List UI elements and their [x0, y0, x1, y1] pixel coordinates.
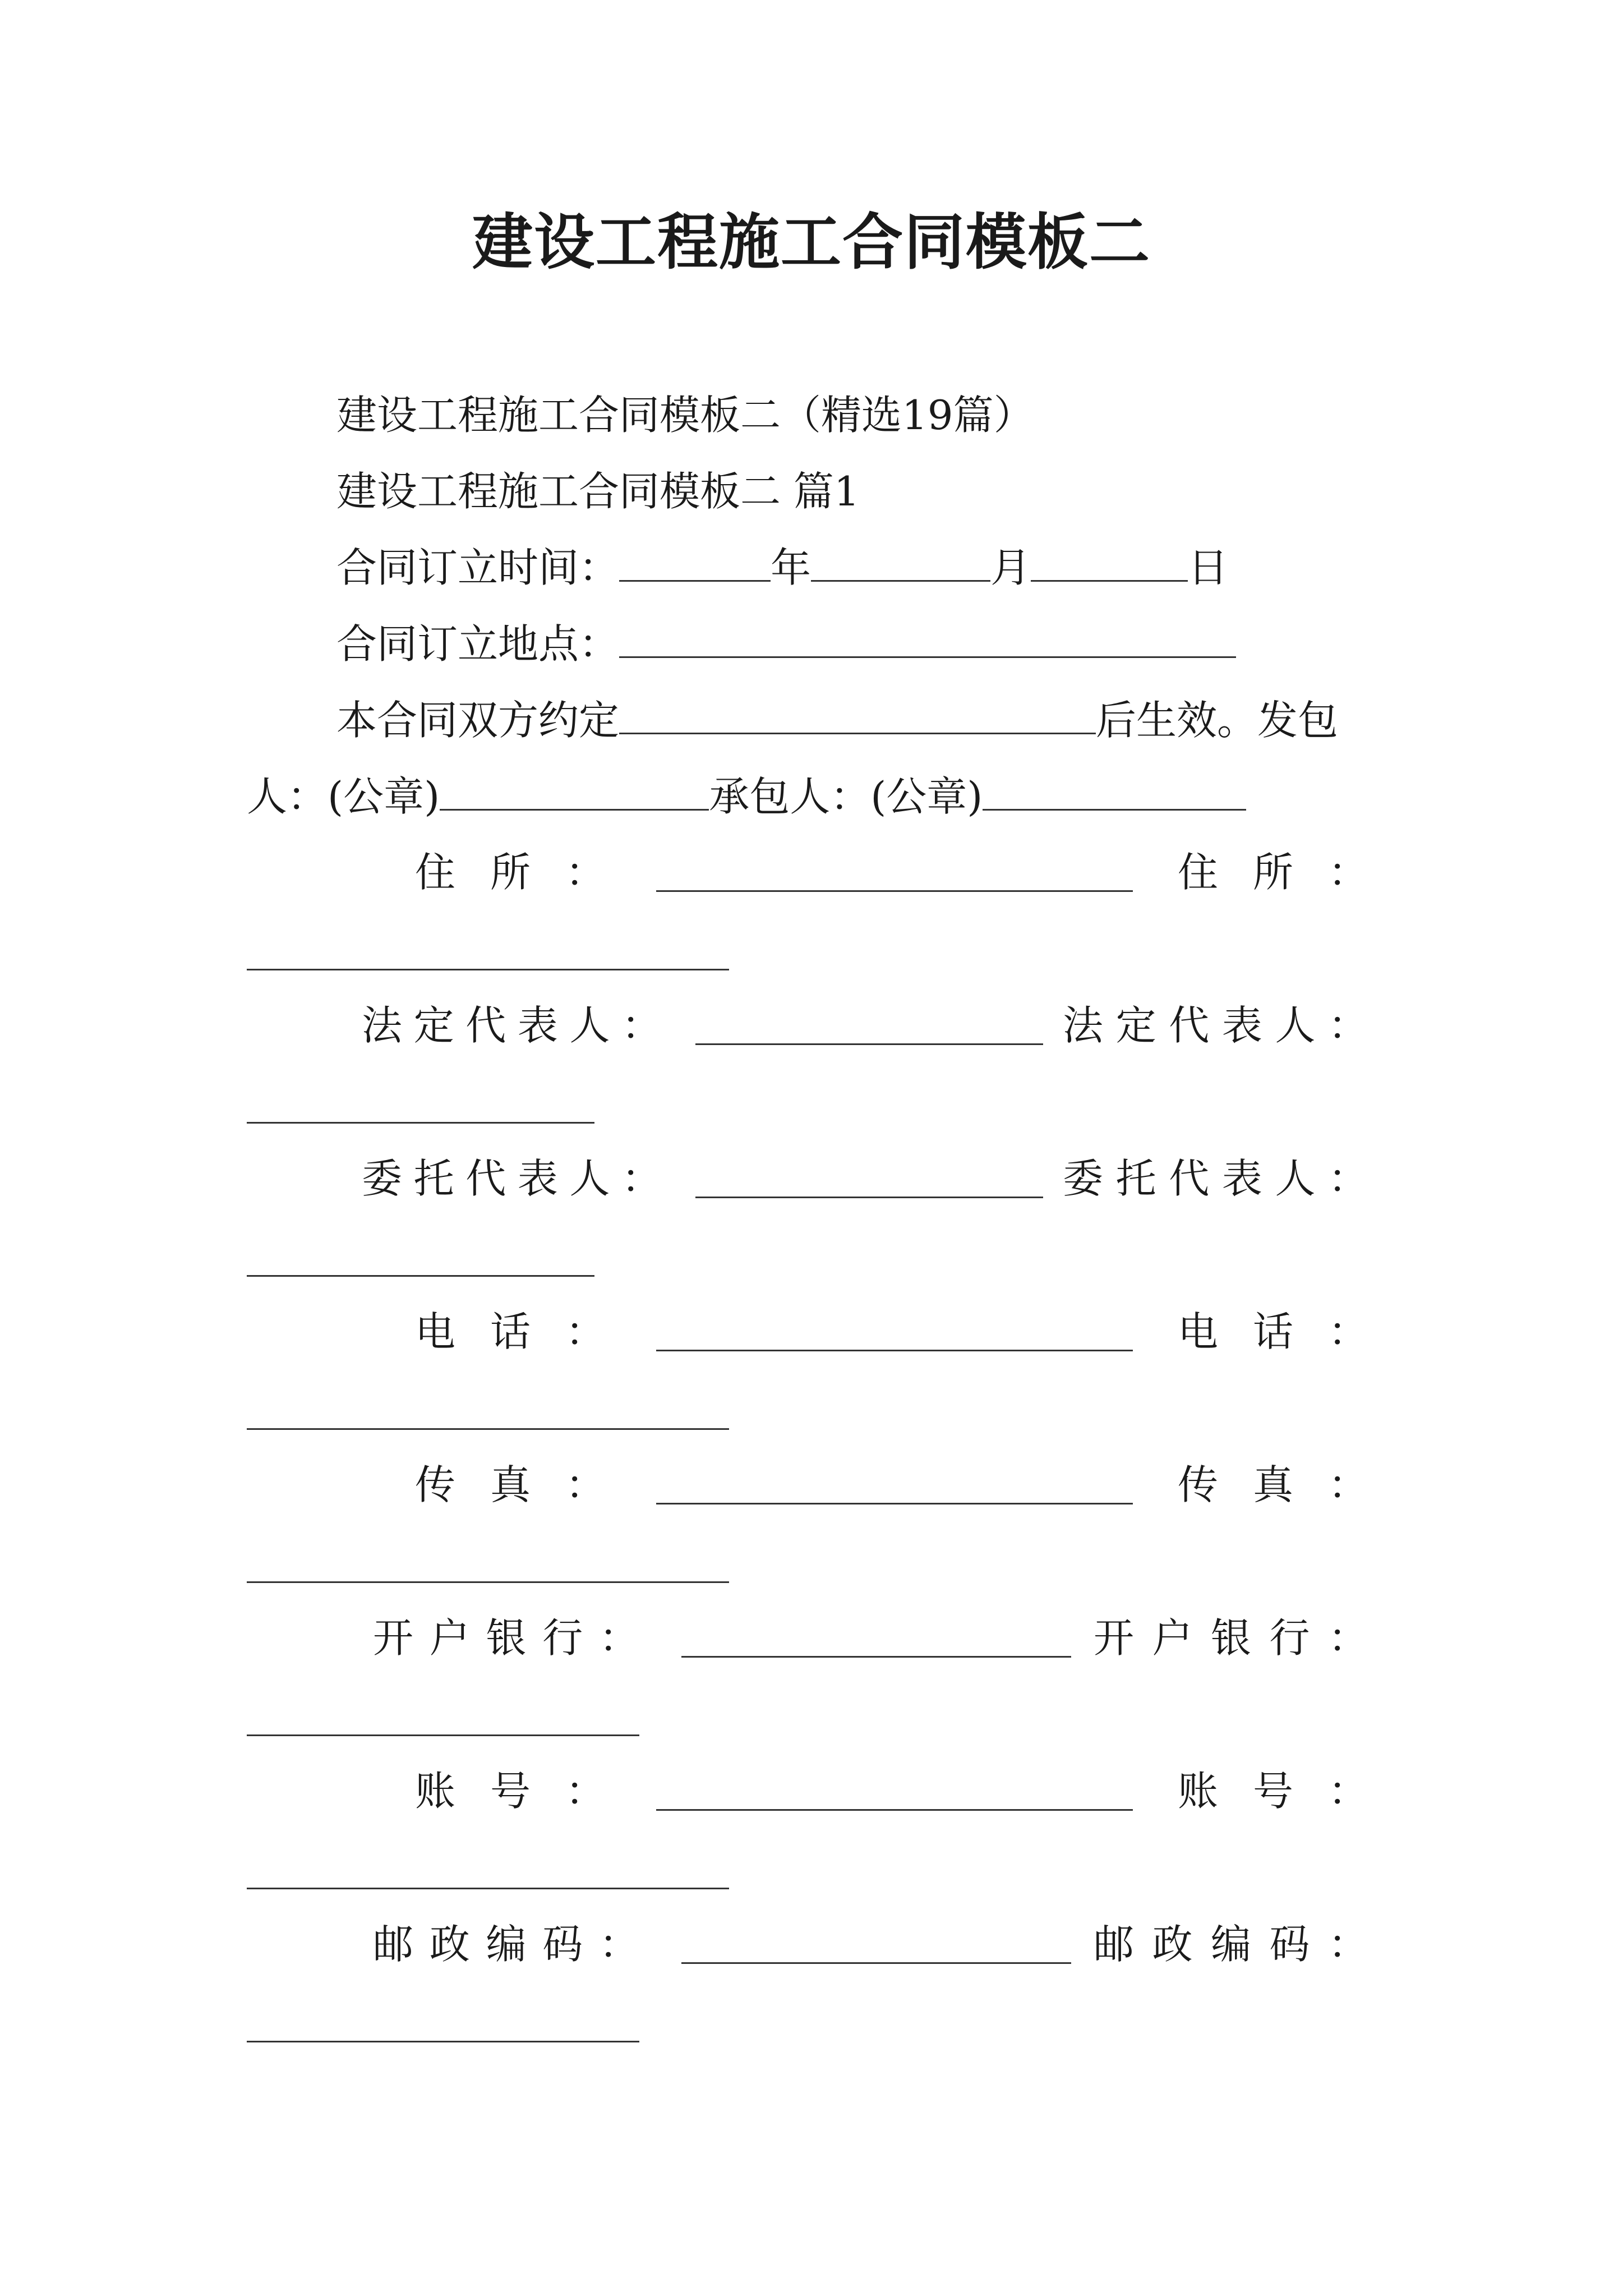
date-line	[336, 540, 1228, 596]
document-title: 建设工程施工合同模板二	[472, 207, 1151, 278]
year-blank[interactable]	[619, 541, 771, 582]
field-label-contractor: 账 号 ：	[1178, 1768, 1368, 1815]
field-blank-contractor[interactable]	[247, 1581, 729, 1583]
section-heading: 建设工程施工合同模板二 篇1	[336, 468, 860, 515]
place-line	[336, 616, 1236, 672]
field-blank-employer[interactable]	[656, 890, 1133, 892]
place-blank[interactable]	[619, 617, 1236, 658]
agreement-line	[336, 692, 1338, 748]
field-label-employer: 传 真 ：	[415, 1461, 606, 1508]
field-blank-contractor[interactable]	[247, 1122, 594, 1124]
field-blank-employer[interactable]	[656, 1503, 1133, 1504]
field-blank-employer[interactable]	[681, 1962, 1071, 1964]
field-label-employer: 电 话 ：	[415, 1308, 606, 1355]
field-label-employer: 法 定 代 表 人 ：	[362, 1002, 662, 1049]
day-blank[interactable]	[1031, 541, 1188, 582]
field-blank-contractor[interactable]	[247, 969, 729, 970]
month-label: 月	[990, 544, 1031, 591]
year-label: 年	[771, 544, 811, 591]
employer-blank[interactable]	[440, 770, 709, 811]
day-label: 日	[1188, 544, 1229, 591]
party-line	[247, 769, 1246, 825]
field-label-employer: 住 所 ：	[415, 849, 606, 896]
contractor-label: 承包人：(公章)	[709, 773, 983, 820]
field-label-employer: 邮 政 编 码 ：	[373, 1921, 639, 1968]
contractor-blank[interactable]	[983, 770, 1246, 811]
field-label-contractor: 法 定 代 表 人 ：	[1063, 1002, 1368, 1049]
document-subtitle: 建设工程施工合同模板二（精选19篇）	[336, 392, 1034, 439]
employer-label: 人：(公章)	[247, 773, 440, 820]
field-label-contractor: 传 真 ：	[1178, 1461, 1368, 1508]
field-blank-employer[interactable]	[656, 1809, 1133, 1811]
field-blank-employer[interactable]	[695, 1197, 1043, 1198]
field-blank-contractor[interactable]	[247, 2041, 639, 2042]
field-label-employer: 开 户 银 行 ：	[373, 1614, 639, 1662]
field-blank-contractor[interactable]	[247, 1428, 729, 1430]
agreement-prefix: 本合同双方约定	[336, 697, 620, 744]
field-blank-contractor[interactable]	[247, 1888, 729, 1889]
agreement-suffix: 后生效。发包	[1096, 697, 1339, 744]
field-label-contractor: 电 话 ：	[1178, 1308, 1368, 1355]
field-blank-employer[interactable]	[695, 1043, 1043, 1045]
field-label-contractor: 开 户 银 行 ：	[1094, 1614, 1368, 1662]
field-label-employer: 账 号 ：	[415, 1768, 606, 1815]
field-blank-contractor[interactable]	[247, 1734, 639, 1736]
field-blank-employer[interactable]	[681, 1656, 1071, 1658]
field-label-contractor: 委 托 代 表 人 ：	[1063, 1155, 1368, 1202]
field-label-employer: 委 托 代 表 人 ：	[362, 1155, 662, 1202]
field-label-contractor: 住 所 ：	[1178, 849, 1368, 896]
place-label: 合同订立地点：	[336, 620, 620, 668]
agreement-blank[interactable]	[619, 693, 1096, 734]
field-blank-employer[interactable]	[656, 1350, 1133, 1351]
month-blank[interactable]	[811, 541, 990, 582]
field-label-contractor: 邮 政 编 码 ：	[1094, 1921, 1368, 1968]
field-blank-contractor[interactable]	[247, 1275, 594, 1277]
date-label: 合同订立时间：	[336, 544, 620, 591]
